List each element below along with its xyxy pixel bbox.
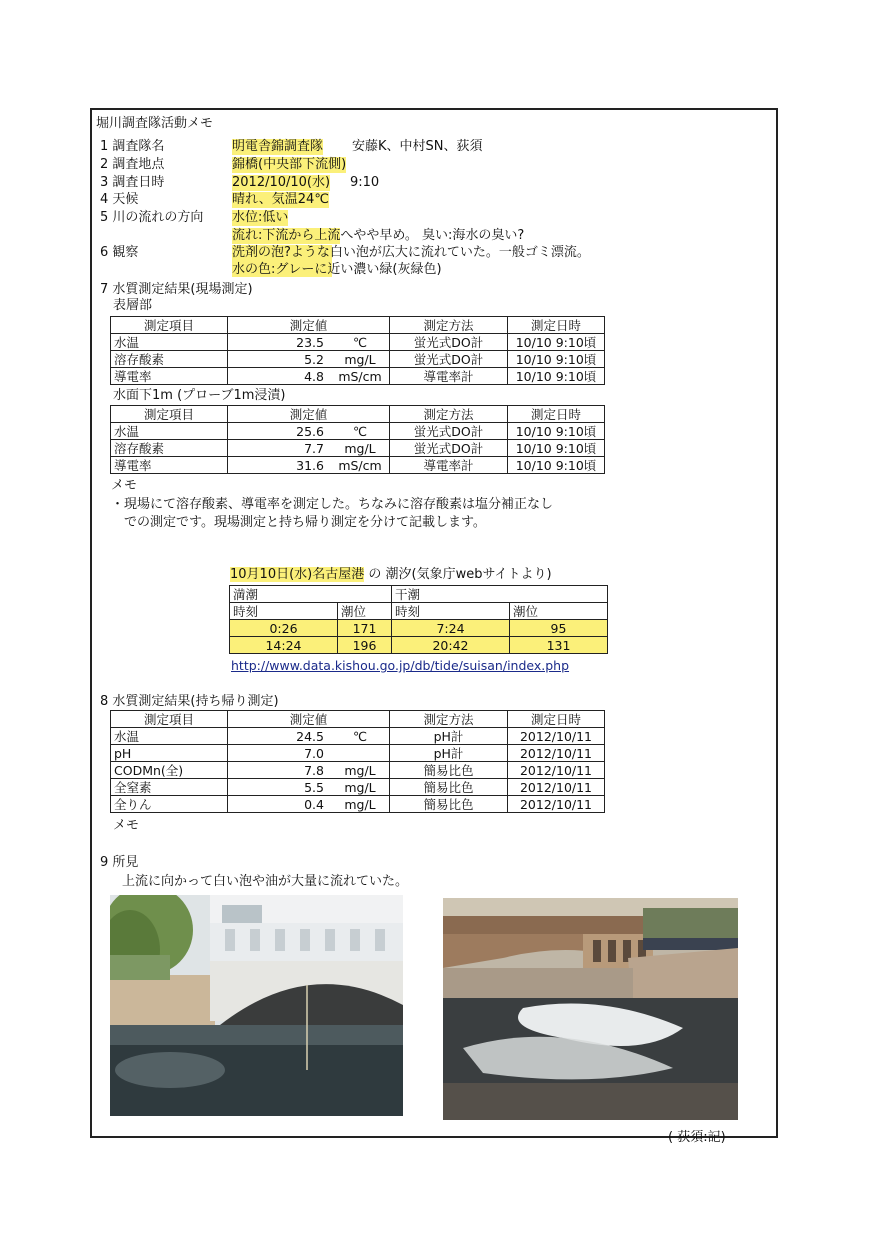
header-cell: 測定項目 — [111, 406, 228, 423]
method-cell: 導電率計 — [390, 457, 508, 474]
survey-date: 2012/10/10(水) — [232, 175, 331, 190]
team-members: 安藤K、中村SN、荻須 — [352, 139, 483, 154]
header-cell: 測定値 — [228, 406, 390, 423]
memo-label: メモ — [111, 478, 138, 493]
takeback-table — [110, 710, 605, 813]
memo-line1: ・現場にて溶存酸素、導電率を測定した。ちなみに溶存酸素は塩分補正なし — [111, 497, 554, 512]
bridge-photo — [110, 895, 403, 1116]
value-cell: 4.8 mS/cm — [228, 368, 390, 385]
table-row — [111, 728, 605, 745]
observation-line1: 洗剤の泡?ような白い泡が広大に流れていた。一般ゴミ漂流。 — [232, 245, 590, 260]
date-cell: 2012/10/11 — [508, 745, 605, 762]
date-cell: 10/10 9:10頃 — [508, 440, 605, 457]
header-cell: 測定日時 — [508, 317, 605, 334]
depth-label: 水面下1m (プローブ1m浸漬) — [113, 388, 286, 403]
survey-location: 錦橋(中央部下流側) — [232, 157, 347, 172]
method-cell: 簡易比色 — [390, 779, 508, 796]
surface-label: 表層部 — [113, 298, 153, 313]
table-header-row — [111, 711, 605, 728]
header-cell: 時刻 — [392, 603, 510, 620]
item-cell: 水温 — [111, 334, 228, 351]
value-cell: 31.6 mS/cm — [228, 457, 390, 474]
section9-title: 9 所見 — [100, 855, 139, 870]
header-cell: 測定日時 — [508, 711, 605, 728]
low-time-cell: 7:24 — [392, 620, 510, 637]
flow-note: 流れ:下流から上流へやや早め。 臭い:海水の臭い? — [232, 228, 525, 243]
header-cell: 潮位 — [338, 603, 392, 620]
date-cell: 10/10 9:10頃 — [508, 351, 605, 368]
item-cell: 水温 — [111, 728, 228, 745]
date-cell: 10/10 9:10頃 — [508, 368, 605, 385]
section7-title: 7 水質測定結果(現場測定) — [100, 282, 253, 297]
value-cell: 23.5 ℃ — [228, 334, 390, 351]
item-2-label: 2 調査地点 — [100, 157, 165, 172]
header-cell: 測定日時 — [508, 406, 605, 423]
header-cell: 測定方法 — [390, 406, 508, 423]
value-cell: 7.7 mg/L — [228, 440, 390, 457]
header-cell: 時刻 — [230, 603, 338, 620]
table-row — [111, 351, 605, 368]
low-level-cell: 95 — [510, 620, 608, 637]
table-row — [111, 779, 605, 796]
memo-label: メモ — [113, 818, 140, 833]
date-cell: 2012/10/11 — [508, 762, 605, 779]
low-time-cell: 20:42 — [392, 637, 510, 654]
item-cell: 導電率 — [111, 457, 228, 474]
value-cell: 5.5 mg/L — [228, 779, 390, 796]
tide-source-link[interactable]: http://www.data.kishou.go.jp/db/tide/suisan/index.php — [231, 658, 570, 673]
header-cell: 測定項目 — [111, 317, 228, 334]
method-cell: 蛍光式DO計 — [390, 440, 508, 457]
item-cell: 全りん — [111, 796, 228, 813]
value-cell: 0.4 mg/L — [228, 796, 390, 813]
method-cell: pH計 — [390, 745, 508, 762]
surface-table — [110, 316, 605, 385]
item-cell: 溶存酸素 — [111, 440, 228, 457]
header-cell: 測定値 — [228, 711, 390, 728]
water-level: 水位:低い — [232, 210, 289, 225]
date-cell: 2012/10/11 — [508, 728, 605, 745]
high-time-cell: 0:26 — [230, 620, 338, 637]
item-cell: pH — [111, 745, 228, 762]
author-note: ( 荻須:記) — [668, 1130, 726, 1145]
header-cell: 測定項目 — [111, 711, 228, 728]
table-row — [111, 368, 605, 385]
date-cell: 2012/10/11 — [508, 779, 605, 796]
date-cell: 10/10 9:10頃 — [508, 423, 605, 440]
item-cell: 溶存酸素 — [111, 351, 228, 368]
date-cell: 10/10 9:10頃 — [508, 334, 605, 351]
item-cell: 水温 — [111, 423, 228, 440]
tide-title: 10月10日(水)名古屋港 の 潮汐(気象庁webサイトより) — [230, 567, 552, 582]
tide-header-row — [230, 603, 608, 620]
table-row — [111, 745, 605, 762]
table-row — [111, 440, 605, 457]
bridge-photo-image — [110, 895, 403, 1116]
method-cell: 蛍光式DO計 — [390, 351, 508, 368]
method-cell: 簡易比色 — [390, 796, 508, 813]
table-header-row — [111, 406, 605, 423]
table-row — [111, 457, 605, 474]
item-cell: 導電率 — [111, 368, 228, 385]
header-cell: 測定方法 — [390, 317, 508, 334]
item-5-label: 5 川の流れの方向 — [100, 210, 204, 225]
section8-title: 8 水質測定結果(持ち帰り測定) — [100, 694, 279, 709]
item-4-label: 4 天候 — [100, 192, 139, 207]
table-row — [111, 762, 605, 779]
item-1-label: 1 調査隊名 — [100, 139, 165, 154]
high-level-cell: 196 — [338, 637, 392, 654]
page-title: 堀川調査隊活動メモ — [96, 116, 214, 131]
date-cell: 10/10 9:10頃 — [508, 457, 605, 474]
value-cell: 7.8 mg/L — [228, 762, 390, 779]
item-6-label: 6 観察 — [100, 245, 139, 260]
method-cell: 簡易比色 — [390, 762, 508, 779]
table-header-row — [111, 317, 605, 334]
header-cell: 潮位 — [510, 603, 608, 620]
value-cell: 5.2 mg/L — [228, 351, 390, 368]
date-cell: 2012/10/11 — [508, 796, 605, 813]
river-foam-photo — [443, 898, 738, 1120]
item-cell: CODMn(全) — [111, 762, 228, 779]
table-row — [111, 423, 605, 440]
tide-type-row — [230, 586, 608, 603]
memo-line2: での測定です。現場測定と持ち帰り測定を分けて記載します。 — [124, 515, 486, 530]
item-3-label: 3 調査日時 — [100, 175, 165, 190]
method-cell: 導電率計 — [390, 368, 508, 385]
header-cell: 測定値 — [228, 317, 390, 334]
value-cell: 7.0 — [228, 745, 390, 762]
low-tide-label: 干潮 — [392, 586, 608, 603]
river-foam-photo-image — [443, 898, 738, 1120]
depth-table — [110, 405, 605, 474]
header-cell: 測定方法 — [390, 711, 508, 728]
table-row — [230, 620, 608, 637]
table-row — [230, 637, 608, 654]
team-name: 明電舎錦調査隊 — [232, 139, 324, 154]
item-cell: 全窒素 — [111, 779, 228, 796]
value-cell: 24.5 ℃ — [228, 728, 390, 745]
tide-table — [229, 585, 608, 654]
method-cell: 蛍光式DO計 — [390, 334, 508, 351]
observation-line2: 水の色:グレーに近い濃い緑(灰緑色) — [232, 262, 442, 277]
table-row — [111, 334, 605, 351]
findings-text: 上流に向かって白い泡や油が大量に流れていた。 — [122, 874, 409, 889]
method-cell: pH計 — [390, 728, 508, 745]
high-level-cell: 171 — [338, 620, 392, 637]
table-row — [111, 796, 605, 813]
survey-time: 9:10 — [350, 175, 380, 190]
low-level-cell: 131 — [510, 637, 608, 654]
value-cell: 25.6 ℃ — [228, 423, 390, 440]
high-time-cell: 14:24 — [230, 637, 338, 654]
high-tide-label: 満潮 — [230, 586, 392, 603]
method-cell: 蛍光式DO計 — [390, 423, 508, 440]
weather: 晴れ、気温24℃ — [232, 192, 329, 207]
